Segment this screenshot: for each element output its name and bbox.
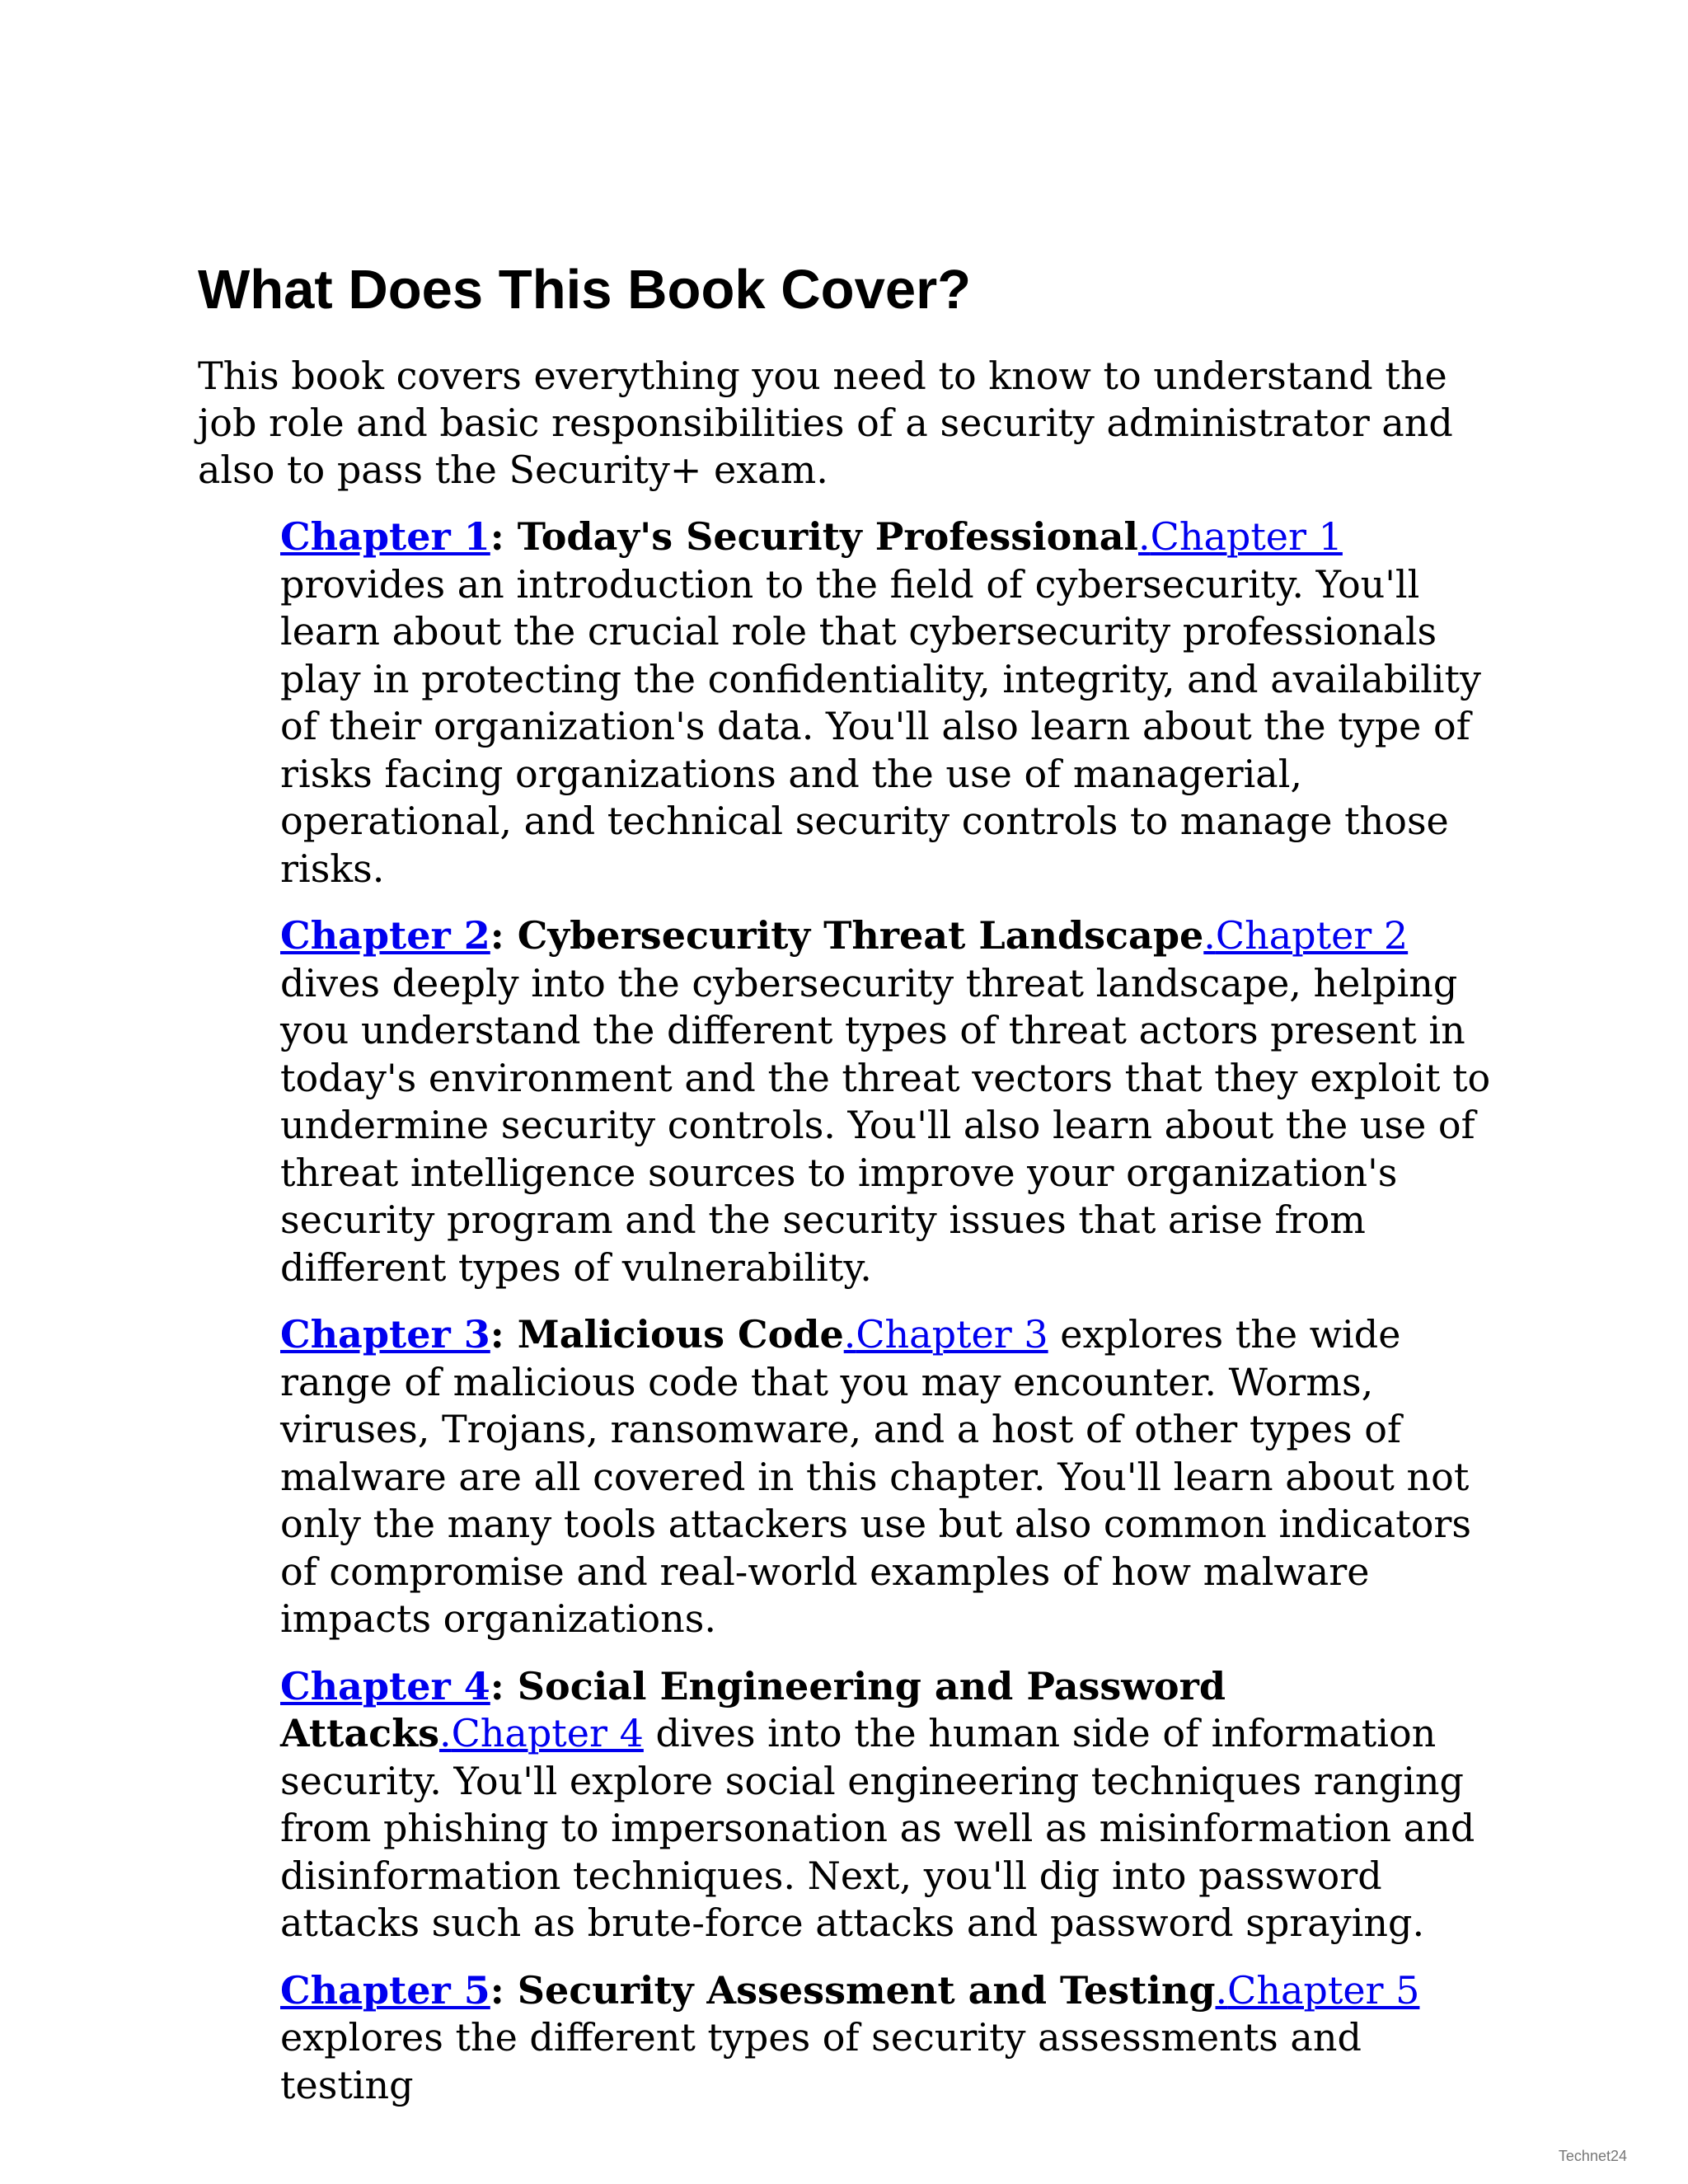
chapter-5-description: explores the different types of security assessments and testing bbox=[280, 2015, 1362, 2107]
chapter-entry-1 bbox=[280, 513, 1500, 893]
chapter-5-dot: . bbox=[1215, 1967, 1228, 2013]
chapter-entry-3 bbox=[280, 1311, 1500, 1643]
chapter-5-inline-link[interactable]: Chapter 5 bbox=[1227, 1967, 1420, 2013]
chapter-2-description: dives deeply into the cybersecurity threat landscape, helping you understand the different types of threat actors present in today's environment and the threat vectors that they exploit to undermine security controls. You'll also learn about the use of threat intelligence sources to improve your organization's security program and the security issues that arise from different types of vulnerability. bbox=[280, 960, 1491, 1290]
chapter-1-dot: . bbox=[1138, 514, 1151, 559]
chapter-4-inline-link[interactable]: Chapter 4 bbox=[451, 1711, 644, 1755]
chapter-2-dot: . bbox=[1203, 913, 1216, 958]
chapter-2-title: : Cybersecurity Threat Landscape bbox=[490, 913, 1204, 958]
chapter-entry-4 bbox=[280, 1663, 1500, 1947]
chapter-3-inline-link[interactable]: Chapter 3 bbox=[856, 1312, 1048, 1357]
chapter-5-title: : Security Assessment and Testing bbox=[490, 1967, 1216, 2013]
chapter-3-dot: . bbox=[843, 1312, 856, 1357]
chapter-entry-2 bbox=[280, 912, 1500, 1291]
intro-paragraph: This book covers everything you need to know to understand the job role and basic responsibilities of a security administrator and also to pass the Security+ exam. bbox=[198, 354, 1453, 492]
watermark-text: Technet24 bbox=[1558, 2148, 1627, 2164]
chapter-2-inline-link[interactable]: Chapter 2 bbox=[1215, 913, 1409, 958]
chapter-1-description: provides an introduction to the field of cybersecurity. You'll learn about the crucial role that cybersecurity professionals play in protecting the confidentiality, integrity, and availability of their organization's data. You'll also learn about the type of risks facing organizations and the use of managerial, operational, and technical security controls to manage those risks. bbox=[280, 561, 1481, 891]
chapter-list bbox=[198, 513, 1492, 2109]
chapter-3-title: : Malicious Code bbox=[490, 1312, 844, 1357]
page-content bbox=[198, 257, 1492, 2129]
chapter-1-title: : Today's Security Professional bbox=[490, 514, 1138, 559]
chapter-4-link[interactable]: Chapter 4 bbox=[280, 1663, 490, 1708]
chapter-2-link[interactable]: Chapter 2 bbox=[280, 913, 490, 958]
chapter-3-link[interactable]: Chapter 3 bbox=[280, 1312, 490, 1357]
chapter-4-dot: . bbox=[438, 1711, 452, 1755]
chapter-4-description: dives into the human side of information security. You'll explore social engineering techniques ranging from phishing to impersonation as well as misinformation and disinformation techniques. Next, you'll dig into password attacks such as brute-force attacks and password spraying. bbox=[280, 1711, 1475, 1945]
chapter-entry-5 bbox=[280, 1967, 1500, 2110]
chapter-3-description: explores the wide range of malicious code that you may encounter. Worms, viruses, Trojans, ransomware, and a host of other types of malware are all covered in this chapter. You'll learn about not only the many tools attackers use but also common indicators of compromise and real-world examples of how malware impacts organizations. bbox=[280, 1312, 1472, 1641]
section-heading: What Does This Book Cover? bbox=[198, 259, 972, 321]
chapter-1-link[interactable]: Chapter 1 bbox=[280, 514, 490, 559]
chapter-5-link[interactable]: Chapter 5 bbox=[280, 1967, 490, 2013]
chapter-1-inline-link[interactable]: Chapter 1 bbox=[1150, 514, 1343, 559]
chapter-4-title: : Social Engineering and Password Attacks bbox=[280, 1663, 1226, 1755]
